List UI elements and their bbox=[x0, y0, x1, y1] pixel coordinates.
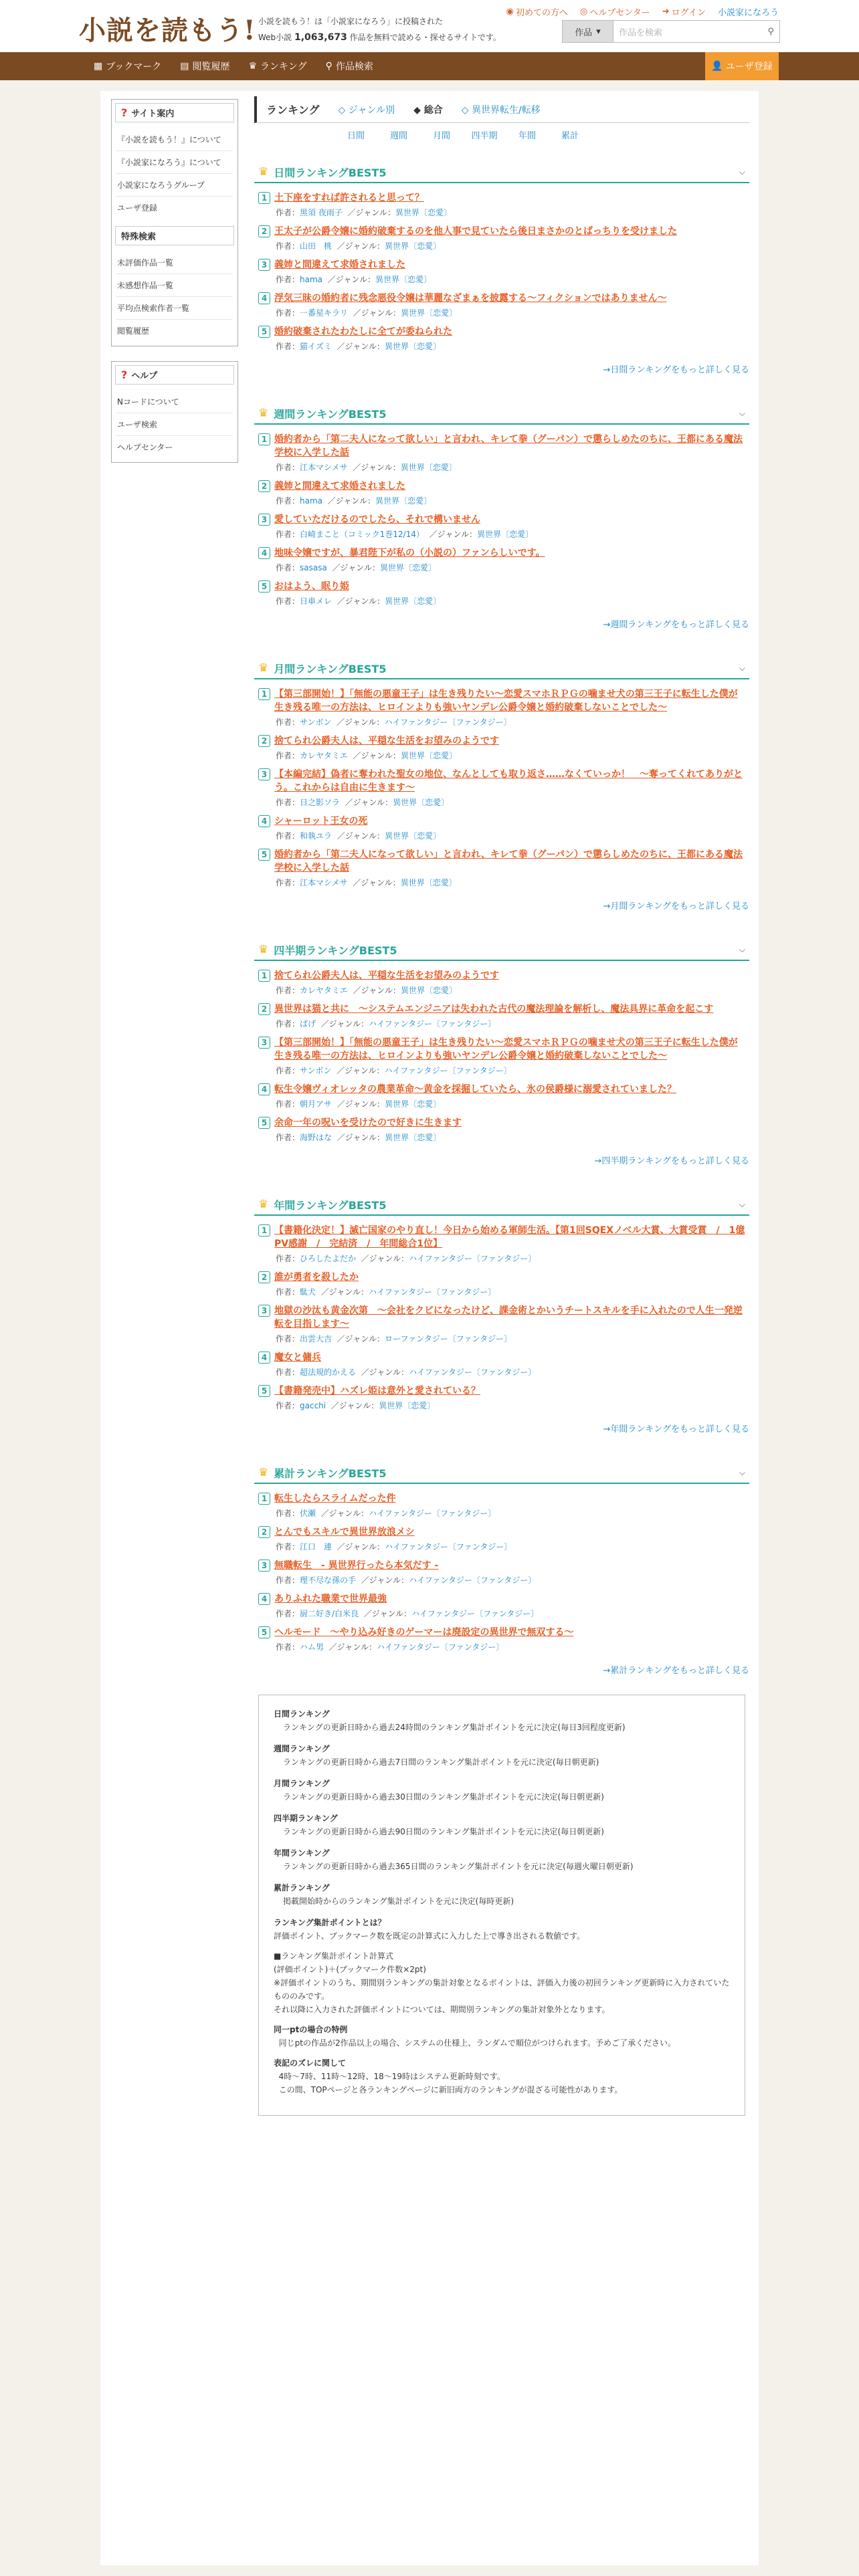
section-header[interactable] bbox=[254, 162, 749, 183]
sidebar-item-about-narou[interactable]: 『小説家になろう』について bbox=[117, 151, 232, 174]
novel-title-link[interactable]: 【本編完結】偽者に奪われた聖女の地位、なんとしても取り返さ……なくていっか！ 〜奪ってくれてありがとう。これからは自由に生きます〜 bbox=[274, 769, 743, 793]
period-tab-daily[interactable]: 日間 bbox=[347, 130, 365, 141]
ranking-notes: 日間ランキング ランキングの更新日時から過去24時間のランキング集計ポイントを元に決定(毎日3回程度更新) 週間ランキング ランキングの更新日時から過去7日間のランキング集計ポイントを元に決定(毎日朝更新) 月間ランキング ランキングの更新日時から過去30日間のランキング集計ポイントを元に決定(毎日朝更新) 四半期ランキング ランキングの更新日時から過去90日間のランキング集計ポイントを元に決定(毎日朝更新) 年間ランキング ランキングの更新日時から過去365日間のランキング集計ポイントを元に決定(毎週火曜日朝更新) 累計ランキング 掲載開始時からのランキング集計ポイントを元に決定(毎時更新) ランキング集計ポイントとは？ 評価ポイント、ブックマーク数を既定の計算式に入力した上で導き出される数値です。 ■ランキング集計ポイント計算式 (評価ポイント)＋(ブックマーク件数×2pt) ※評価ポイントのうち、期間別ランキングの集計対象となるポイントは、評価入力後の初回ランキング更新時に入力されていたもののみです。 それ以降に入力された評価ポイントについては、期間別ランキングの集計対象外となります。 同一ptの場合の特例 同じptの作品が2作品以上の場合、システムの仕様上、ランダムで順位がつけられます。予めご了承ください。 表記のズレに関して 4時〜7時、11時〜12時、18〜19時はシステム更新時刻です。 この間、TOPページと各ランキングページに新旧両方のランキングが混ざる可能性があります。 bbox=[258, 1695, 745, 2116]
rank-badge: 3 bbox=[258, 1037, 270, 1049]
genre-link[interactable]: 異世界〔恋愛〕 bbox=[385, 1133, 442, 1142]
genre-link[interactable]: ハイファンタジー〔ファンタジー〕 bbox=[369, 1019, 496, 1029]
author-link[interactable]: 江本マシメサ bbox=[300, 878, 348, 887]
novel-title-link[interactable]: 地獄の沙汰も黄金次第 〜会社をクビになったけど、課金術とかいうチートスキルを手に入れたので人生一発逆転を目指します〜 bbox=[274, 1305, 743, 1329]
author-link[interactable]: 黒須 夜雨子 bbox=[300, 208, 343, 217]
rank-badge: 5 bbox=[258, 1626, 270, 1638]
sidebar-item-no-review[interactable]: 未感想作品一覧 bbox=[117, 274, 232, 297]
ranking-item: 5 ヘルモード 〜やり込み好きのゲーマーは廃設定の異世界で無双する〜 作者：ハム男 ／ジャンル：ハイファンタジー〔ファンタジー〕 bbox=[258, 1626, 745, 1652]
search-category-select[interactable]: 作品 ▾ bbox=[562, 20, 613, 43]
rank-badge: 5 bbox=[258, 849, 270, 861]
genre-link[interactable]: ハイファンタジー〔ファンタジー〕 bbox=[409, 1576, 537, 1585]
sidebar-item-avg-score[interactable]: 平均点検索作者一覧 bbox=[117, 297, 232, 320]
author-link[interactable]: 超法規的かえる bbox=[300, 1368, 357, 1377]
genre-link[interactable]: ハイファンタジー〔ファンタジー〕 bbox=[411, 1609, 539, 1618]
login-icon: ➜ bbox=[662, 7, 670, 17]
novel-title-link[interactable]: 無職転生 - 異世界行ったら本気だす - bbox=[274, 1560, 439, 1571]
novel-title-link[interactable]: 地味令嬢ですが、暴君陛下が私の（小説の）ファンらしいです。 bbox=[274, 548, 545, 558]
novel-title-link[interactable]: 転生令嬢ヴィオレッタの農業革命〜黄金を採掘していたら、氷の侯爵様に溺愛されていました？ bbox=[274, 1084, 677, 1095]
author-link[interactable]: 出雲大吉 bbox=[300, 1334, 332, 1344]
rank-badge: 4 bbox=[258, 292, 270, 304]
rank-badge: 1 bbox=[258, 1493, 270, 1505]
sidebar-item-group[interactable]: 小説家になろうグループ bbox=[117, 174, 232, 197]
novel-title-link[interactable]: 余命一年の呪いを受けたので好きに生きます bbox=[274, 1117, 462, 1128]
ranking-main bbox=[254, 96, 749, 2116]
rank-badge: 4 bbox=[258, 1352, 270, 1364]
rank-badge: 1 bbox=[258, 433, 270, 445]
section-title: 週間ランキングBEST5 bbox=[274, 407, 387, 421]
ranking-item: 1 転生したらスライムだった件 作者：伏瀬 ／ジャンル：ハイファンタジー〔ファンタジー〕 bbox=[258, 1492, 745, 1519]
author-link[interactable]: サンボン bbox=[300, 1066, 332, 1075]
author-link[interactable]: カレヤタミエ bbox=[300, 751, 348, 760]
section-title: 月間ランキングBEST5 bbox=[274, 662, 387, 675]
genre-link[interactable]: ハイファンタジー〔ファンタジー〕 bbox=[384, 1066, 512, 1075]
section-header[interactable] bbox=[254, 658, 749, 679]
rank-badge: 2 bbox=[258, 1526, 270, 1538]
author-link[interactable]: 江口 連 bbox=[300, 1542, 332, 1551]
rank-badge: 2 bbox=[258, 1003, 270, 1015]
sidebar-item-register[interactable]: ユーザ登録 bbox=[117, 203, 158, 213]
chevron-down-icon[interactable]: ⌵ bbox=[739, 167, 745, 177]
nav-search[interactable]: ⚲ 作品検索 bbox=[325, 61, 373, 72]
novel-title-link[interactable]: 王太子が公爵令嬢に婚約破棄するのを他人事で見ていたら後日まさかのとばっちりを受けました bbox=[274, 226, 677, 237]
more-link[interactable]: →年間ランキングをもっと詳しく見る bbox=[603, 1424, 749, 1434]
rank-badge: 2 bbox=[258, 735, 270, 747]
info-icon: ◉ bbox=[506, 7, 514, 17]
section-title: 四半期ランキングBEST5 bbox=[274, 944, 397, 957]
sidebar-item-about-yomou[interactable]: 『小説を読もう！』について bbox=[117, 128, 232, 151]
genre-link[interactable]: 異世界〔恋愛〕 bbox=[385, 342, 442, 351]
rank-badge: 3 bbox=[258, 514, 270, 526]
sidebar-help: ? ヘルプ Nコードについて ユーザ検索 ヘルプセンター bbox=[111, 361, 238, 463]
genre-link[interactable]: 異世界〔恋愛〕 bbox=[401, 308, 458, 318]
genre-link[interactable]: ハイファンタジー〔ファンタジー〕 bbox=[409, 1368, 537, 1377]
rank-badge: 3 bbox=[258, 1560, 270, 1572]
novel-title-link[interactable]: ありふれた職業で世界最強 bbox=[274, 1594, 387, 1604]
ranking-item: 5 婚約破棄されたわたしに全てが委ねられた 作者：猫イズミ ／ジャンル：異世界〔恋愛〕 bbox=[258, 325, 745, 352]
genre-link[interactable]: 異世界〔恋愛〕 bbox=[385, 831, 442, 841]
ranking-item: 1 土下座をすれば許されると思って？ 作者：黒須 夜雨子 ／ジャンル：異世界〔恋愛〕 bbox=[258, 191, 745, 218]
user-icon: 👤 bbox=[711, 61, 723, 72]
tab-isekai[interactable]: ◇ 異世界転生/転移 bbox=[461, 104, 541, 116]
author-link[interactable]: 駄犬 bbox=[300, 1287, 316, 1297]
novel-title-link[interactable]: とんでもスキルで異世界放浪メシ bbox=[274, 1527, 415, 1537]
crown-icon: ♛ bbox=[258, 1198, 269, 1211]
ranking-item: 2 義姉と間違えて求婚されました 作者：hama ／ジャンル：異世界〔恋愛〕 bbox=[258, 479, 745, 506]
genre-link[interactable]: ハイファンタジー〔ファンタジー〕 bbox=[377, 1642, 504, 1652]
sidebar-guide: ? サイト案内 『小説を読もう！』について 『小説家になろう』について 小説家になろうグループ ユーザ登録 特殊検索 未評価作品一覧 未感想作品一覧 平均点検索作者一覧 閲覧履歴 bbox=[111, 99, 238, 346]
genre-link[interactable]: 異世界〔恋愛〕 bbox=[400, 878, 457, 887]
novel-title-link[interactable]: 婚約者から「第二夫人になって欲しい」と言われ、キレて拳（グーパン）で懲らしめたのちに、王都にある魔法学校に入学した話 bbox=[274, 849, 743, 873]
genre-link[interactable]: 異世界〔恋愛〕 bbox=[379, 563, 436, 572]
period-tab-monthly[interactable]: 月間 bbox=[432, 130, 450, 141]
ranking-item: 3 愛していただけるのでしたら、それで構いません 作者：白崎まこと（コミック1巻12/14） ／ジャンル：異世界〔恋愛〕 bbox=[258, 513, 745, 540]
ranking-section bbox=[254, 1463, 749, 1688]
genre-link[interactable]: 異世界〔恋愛〕 bbox=[401, 986, 458, 995]
author-link[interactable]: gacchi bbox=[300, 1401, 326, 1410]
novel-title-link[interactable]: 転生したらスライムだった件 bbox=[274, 1493, 396, 1504]
genre-link[interactable]: ハイファンタジー〔ファンタジー〕 bbox=[369, 1287, 496, 1297]
author-link[interactable]: hama bbox=[300, 496, 323, 506]
ranking-item: 4 浮気三昧の婚約者に残念悪役令嬢は華麗なざまぁを披露する〜フィクションではありません〜 作者：一番星キラリ ／ジャンル：異世界〔恋愛〕 bbox=[258, 292, 745, 318]
genre-link[interactable]: 異世界〔恋愛〕 bbox=[401, 751, 458, 760]
ranking-item: 3 義姉と間違えて求婚されました 作者：hama ／ジャンル：異世界〔恋愛〕 bbox=[258, 258, 745, 285]
genre-link[interactable]: 異世界〔恋愛〕 bbox=[379, 1401, 436, 1410]
more-link[interactable]: →月間ランキングをもっと詳しく見る bbox=[603, 901, 749, 911]
author-link[interactable]: 海野はな bbox=[300, 1133, 332, 1142]
ranking-item: 3 地獄の沙汰も黄金次第 〜会社をクビになったけど、課金術とかいうチートスキルを手に入れたので人生一発逆転を目指します〜 作者：出雲大吉 ／ジャンル：ローファンタジー〔ファンタジー〕 bbox=[258, 1304, 745, 1344]
author-link[interactable]: 一番星キラリ bbox=[300, 308, 349, 318]
crown-icon: ♛ bbox=[258, 407, 269, 420]
ranking-section bbox=[254, 162, 749, 387]
ranking-item: 2 王太子が公爵令嬢に婚約破棄するのを他人事で見ていたら後日まさかのとばっちりを受けました 作者：山田 桃 ／ジャンル：異世界〔恋愛〕 bbox=[258, 225, 745, 251]
genre-link[interactable]: 異世界〔恋愛〕 bbox=[375, 496, 432, 506]
rank-badge: 2 bbox=[258, 1271, 270, 1283]
novel-title-link[interactable]: 異世界は猫と共に 〜システムエンジニアは失われた古代の魔法理論を解析し、魔法具界に革命を起こす bbox=[274, 1004, 714, 1014]
genre-link[interactable]: 異世界〔恋愛〕 bbox=[400, 463, 457, 472]
site-header bbox=[0, 0, 859, 52]
chevron-down-icon[interactable]: ⌵ bbox=[739, 1467, 745, 1477]
novel-title-link[interactable]: 土下座をすれば許されると思って？ bbox=[274, 193, 424, 203]
novel-title-link[interactable]: 義姉と間違えて求婚されました bbox=[274, 259, 405, 270]
help-center-link[interactable]: ◎ ヘルプセンター bbox=[580, 7, 650, 18]
genre-link[interactable]: 異世界〔恋愛〕 bbox=[385, 1099, 442, 1109]
author-link[interactable]: 伏瀬 bbox=[300, 1509, 316, 1518]
rank-badge: 1 bbox=[258, 970, 270, 982]
login-link[interactable]: ➜ ログイン bbox=[662, 7, 706, 18]
ranking-item: 4 魔女と傭兵 作者：超法規的かえる ／ジャンル：ハイファンタジー〔ファンタジー〕 bbox=[258, 1351, 745, 1378]
beginner-link[interactable]: ◉ 初めての方へ bbox=[506, 7, 569, 18]
genre-link[interactable]: ローファンタジー〔ファンタジー〕 bbox=[385, 1334, 512, 1344]
section-title: 年間ランキングBEST5 bbox=[274, 1198, 387, 1212]
period-tab-total[interactable]: 累計 bbox=[561, 130, 579, 141]
novel-count: 1,063,673 bbox=[294, 32, 347, 43]
ranking-item: 5 【書籍発売中】ハズレ姫は意外と愛されている？ 作者：gacchi ／ジャンル：異世界〔恋愛〕 bbox=[258, 1384, 745, 1411]
author-link[interactable]: 日之影ソラ bbox=[300, 798, 341, 807]
rank-badge: 5 bbox=[258, 1385, 270, 1397]
genre-link[interactable]: ハイファンタジー〔ファンタジー〕 bbox=[384, 718, 512, 727]
sidebar-item-user-search[interactable]: ユーザ検索 bbox=[117, 413, 232, 436]
chevron-down-icon[interactable]: ⌵ bbox=[739, 944, 745, 954]
nav-ranking[interactable]: ♛ ランキング bbox=[248, 61, 307, 72]
genre-link[interactable]: 異世界〔恋愛〕 bbox=[385, 241, 442, 251]
rank-badge: 5 bbox=[258, 326, 270, 338]
search-input[interactable]: 作品を検索 ⚲ bbox=[613, 20, 780, 43]
novel-title-link[interactable]: ヘルモード 〜やり込み好きのゲーマーは廃設定の異世界で無双する〜 bbox=[274, 1627, 574, 1638]
sidebar-item-history[interactable]: 閲覧履歴 bbox=[117, 326, 150, 336]
author-link[interactable]: 江本マシメサ bbox=[300, 463, 348, 472]
rank-badge: 5 bbox=[258, 1117, 270, 1129]
sidebar bbox=[111, 99, 238, 477]
rank-badge: 5 bbox=[258, 580, 270, 593]
novel-title-link[interactable]: おはよう、眠り姫 bbox=[274, 581, 349, 592]
rank-badge: 3 bbox=[258, 259, 270, 271]
ranking-item: 4 地味令嬢ですが、暴君陛下が私の（小説の）ファンらしいです。 作者：sasasa ／ジャンル：異世界〔恋愛〕 bbox=[258, 546, 745, 573]
rank-badge: 4 bbox=[258, 815, 270, 827]
bookmark-icon: ▦ bbox=[94, 61, 103, 72]
novel-title-link[interactable]: 魔女と傭兵 bbox=[274, 1352, 321, 1363]
novel-title-link[interactable]: 捨てられ公爵夫人は、平穏な生活をお望みのようです bbox=[274, 736, 499, 746]
rank-badge: 1 bbox=[258, 1224, 270, 1237]
author-link[interactable]: ぱげ bbox=[300, 1019, 316, 1029]
author-link[interactable]: サンボン bbox=[300, 718, 332, 727]
register-button[interactable]: 👤 ユーザ登録 bbox=[705, 52, 779, 80]
ranking-section bbox=[254, 940, 749, 1178]
crown-icon: ♛ bbox=[258, 661, 269, 675]
crown-icon: ♛ bbox=[258, 943, 269, 956]
question-icon: ? bbox=[121, 368, 128, 381]
ranking-item: 1 【第三部開始！】「無能の悪童王子」は生き残りたい〜恋愛スマホＲＰＧの噛ませ犬の第三王子に転生した僕が生き残る唯一の方法は、ヒロインよりも強いヤンデレ公爵令嬢と婚約破棄しないことでした〜 作者：サンボン ／ジャンル：ハイファンタジー〔ファンタジー〕 bbox=[258, 687, 745, 728]
ranking-tabs bbox=[254, 96, 749, 123]
ranking-sections bbox=[254, 162, 749, 1688]
crown-icon: ♛ bbox=[258, 165, 269, 179]
genre-link[interactable]: ハイファンタジー〔ファンタジー〕 bbox=[409, 1254, 537, 1263]
ranking-item: 2 異世界は猫と共に 〜システムエンジニアは失われた古代の魔法理論を解析し、魔法具界に革命を起こす 作者：ぱげ ／ジャンル：ハイファンタジー〔ファンタジー〕 bbox=[258, 1002, 745, 1029]
page-title: ランキング bbox=[266, 104, 320, 116]
author-link[interactable]: ひろしたよだか bbox=[300, 1254, 357, 1263]
more-link[interactable]: →四半期ランキングをもっと詳しく見る bbox=[594, 1156, 749, 1166]
ranking-item: 4 シャーロット王女の死 作者：和執ユラ ／ジャンル：異世界〔恋愛〕 bbox=[258, 815, 745, 841]
author-link[interactable]: 厨二好き/白米良 bbox=[300, 1609, 359, 1618]
rank-badge: 4 bbox=[258, 547, 270, 559]
author-link[interactable]: 猫イズミ bbox=[300, 342, 332, 351]
rank-badge: 1 bbox=[258, 192, 270, 204]
novel-title-link[interactable]: 【書籍化決定！】滅亡国家のやり直し！今日から始める軍師生活。【第1回SQEXノベル大賞、大賞受賞 / 1億PV感謝 / 完結済 / 年間総合1位】 bbox=[274, 1225, 745, 1249]
novel-title-link[interactable]: 義姉と間違えて求婚されました bbox=[274, 481, 405, 492]
period-tab-yearly[interactable]: 年間 bbox=[518, 130, 536, 141]
tab-genre[interactable]: ◇ ジャンル別 bbox=[338, 104, 395, 116]
period-tab-weekly[interactable]: 週間 bbox=[389, 130, 407, 141]
chevron-down-icon[interactable]: ⌵ bbox=[739, 408, 745, 418]
author-link[interactable]: 山田 桃 bbox=[300, 241, 332, 251]
ranking-item: 4 転生令嬢ヴィオレッタの農業革命〜黄金を採掘していたら、氷の侯爵様に溺愛されていました？ 作者：朝月アサ ／ジャンル：異世界〔恋愛〕 bbox=[258, 1083, 745, 1109]
novel-title-link[interactable]: 【第三部開始！】「無能の悪童王子」は生き残りたい〜恋愛スマホＲＰＧの噛ませ犬の第三王子に転生した僕が生き残る唯一の方法は、ヒロインよりも強いヤンデレ公爵令嬢と婚約破棄しないことでした〜 bbox=[274, 689, 738, 713]
site-logo[interactable]: 小説を読もう! bbox=[79, 15, 256, 46]
sidebar-item-help-center[interactable]: ヘルプセンター bbox=[117, 443, 173, 452]
search-bar bbox=[562, 20, 780, 43]
rank-badge: 3 bbox=[258, 768, 270, 780]
question-icon: ? bbox=[121, 106, 128, 119]
sidebar-item-ncode[interactable]: Nコードについて bbox=[117, 391, 232, 413]
period-tabs bbox=[254, 123, 749, 146]
ranking-item: 5 婚約者から「第二夫人になって欲しい」と言われ、キレて拳（グーパン）で懲らしめたのちに、王都にある魔法学校に入学した話 作者：江本マシメサ ／ジャンル：異世界〔恋愛〕 bbox=[258, 848, 745, 888]
novel-title-link[interactable]: 婚約破棄されたわたしに全てが委ねられた bbox=[274, 326, 452, 337]
ranking-item: 5 余命一年の呪いを受けたので好きに生きます 作者：海野はな ／ジャンル：異世界〔恋愛〕 bbox=[258, 1116, 745, 1143]
section-header[interactable] bbox=[254, 1194, 749, 1216]
author-link[interactable]: 和執ユラ bbox=[300, 831, 332, 841]
chevron-down-icon[interactable]: ⌵ bbox=[739, 663, 745, 673]
novel-title-link[interactable]: 婚約者から「第二夫人になって欲しい」と言われ、キレて拳（グーパン）で懲らしめたのちに、王都にある魔法学校に入学した話 bbox=[274, 434, 743, 458]
ranking-item: 2 誰が勇者を殺したか 作者：駄犬 ／ジャンル：ハイファンタジー〔ファンタジー〕 bbox=[258, 1271, 745, 1297]
novel-title-link[interactable]: シャーロット王女の死 bbox=[274, 816, 368, 827]
main-nav bbox=[0, 52, 859, 80]
nav-bookmark[interactable]: ▦ ブックマーク bbox=[94, 61, 162, 72]
ranking-item: 3 【本編完結】偽者に奪われた聖女の地位、なんとしても取り返さ……なくていっか！ 〜奪ってくれてありがとう。これからは自由に生きます〜 作者：日之影ソラ ／ジャンル：異世界〔恋愛〕 bbox=[258, 768, 745, 808]
history-icon: ▤ bbox=[180, 61, 189, 72]
search-icon[interactable]: ⚲ bbox=[767, 26, 774, 37]
author-link[interactable]: ハム男 bbox=[300, 1642, 324, 1652]
rank-badge: 4 bbox=[258, 1083, 270, 1095]
chevron-down-icon[interactable]: ⌵ bbox=[739, 1199, 745, 1209]
ranking-section bbox=[254, 403, 749, 642]
novel-title-link[interactable]: 浮気三昧の婚約者に残念悪役令嬢は華麗なざまぁを披露する〜フィクションではありません〜 bbox=[274, 293, 667, 304]
genre-link[interactable]: 異世界〔恋愛〕 bbox=[375, 275, 432, 284]
novel-title-link[interactable]: 【書籍発売中】ハズレ姫は意外と愛されている？ bbox=[274, 1386, 480, 1396]
rank-badge: 3 bbox=[258, 1305, 270, 1317]
more-link[interactable]: →週間ランキングをもっと詳しく見る bbox=[603, 620, 749, 630]
period-tab-quarter[interactable]: 四半期 bbox=[471, 130, 498, 141]
ranking-item: 5 おはよう、眠り姫 作者：日車メレ ／ジャンル：異世界〔恋愛〕 bbox=[258, 580, 745, 607]
author-link[interactable]: hama bbox=[300, 275, 323, 284]
genre-link[interactable]: 異世界〔恋愛〕 bbox=[385, 597, 442, 606]
ranking-item: 2 捨てられ公爵夫人は、平穏な生活をお望みのようです 作者：カレヤタミエ ／ジャンル：異世界〔恋愛〕 bbox=[258, 734, 745, 761]
site-tagline: 小説を読もう！は「小説家になろう」に投稿された Web小説 1,063,673 作品を無料で読める・探せるサイトです。 bbox=[258, 17, 501, 43]
section-title: 日間ランキングBEST5 bbox=[274, 166, 387, 179]
author-link[interactable]: sasasa bbox=[300, 563, 327, 572]
ranking-item: 1 捨てられ公爵夫人は、平穏な生活をお望みのようです 作者：カレヤタミエ ／ジャンル：異世界〔恋愛〕 bbox=[258, 969, 745, 996]
sidebar-item-unrated[interactable]: 未評価作品一覧 bbox=[117, 251, 232, 274]
chevron-down-icon: ▾ bbox=[596, 26, 601, 37]
ranking-item: 3 無職転生 - 異世界行ったら本気だす - 作者：理不尽な孫の手 ／ジャンル：ハイファンタジー〔ファンタジー〕 bbox=[258, 1559, 745, 1586]
top-links bbox=[506, 5, 779, 18]
more-link[interactable]: →累計ランキングをもっと詳しく見る bbox=[603, 1666, 749, 1676]
author-link[interactable]: 朝月アサ bbox=[300, 1099, 332, 1109]
genre-link[interactable]: 異世界〔恋愛〕 bbox=[477, 530, 534, 539]
crown-icon: ♛ bbox=[258, 1466, 269, 1479]
genre-link[interactable]: 異世界〔恋愛〕 bbox=[395, 208, 452, 217]
partner-logo-link[interactable]: 小説家になろう bbox=[717, 8, 779, 18]
author-link[interactable]: 白崎まこと（コミック1巻12/14） bbox=[300, 530, 424, 539]
ranking-item: 3 【第三部開始！】「無能の悪童王子」は生き残りたい〜恋愛スマホＲＰＧの噛ませ犬の第三王子に転生した僕が生き残る唯一の方法は、ヒロインよりも強いヤンデレ公爵令嬢と婚約破棄しないことでした〜 作者：サンボン ／ジャンル：ハイファンタジー〔ファンタジー〕 bbox=[258, 1036, 745, 1076]
more-link[interactable]: →日間ランキングをもっと詳しく見る bbox=[603, 365, 749, 375]
author-link[interactable]: 日車メレ bbox=[300, 597, 332, 606]
genre-link[interactable]: ハイファンタジー〔ファンタジー〕 bbox=[369, 1509, 496, 1518]
crown-icon: ♛ bbox=[248, 61, 258, 72]
help-icon: ◎ bbox=[580, 7, 588, 17]
genre-link[interactable]: 異世界〔恋愛〕 bbox=[393, 798, 450, 807]
section-header[interactable] bbox=[254, 940, 749, 961]
ranking-item: 2 とんでもスキルで異世界放浪メシ 作者：江口 連 ／ジャンル：ハイファンタジー〔ファンタジー〕 bbox=[258, 1525, 745, 1552]
section-header[interactable] bbox=[254, 1463, 749, 1484]
ranking-section bbox=[254, 1194, 749, 1446]
rank-badge: 2 bbox=[258, 225, 270, 237]
section-title: 累計ランキングBEST5 bbox=[274, 1467, 387, 1480]
ranking-section bbox=[254, 658, 749, 924]
section-header[interactable] bbox=[254, 403, 749, 425]
genre-link[interactable]: ハイファンタジー〔ファンタジー〕 bbox=[385, 1542, 512, 1551]
tab-overall[interactable]: ◆ 総合 bbox=[413, 104, 443, 116]
rank-badge: 1 bbox=[258, 688, 270, 700]
nav-history[interactable]: ▤ 閲覧履歴 bbox=[180, 61, 230, 72]
rank-badge: 4 bbox=[258, 1593, 270, 1605]
novel-title-link[interactable]: 捨てられ公爵夫人は、平穏な生活をお望みのようです bbox=[274, 970, 499, 981]
search-icon: ⚲ bbox=[325, 61, 332, 72]
page-body bbox=[100, 91, 759, 2565]
rank-badge: 2 bbox=[258, 480, 270, 492]
ranking-item: 4 ありふれた職業で世界最強 作者：厨二好き/白米良 ／ジャンル：ハイファンタジー〔ファンタジー〕 bbox=[258, 1592, 745, 1619]
novel-title-link[interactable]: 愛していただけるのでしたら、それで構いません bbox=[274, 514, 480, 525]
author-link[interactable]: 理不尽な孫の手 bbox=[300, 1576, 357, 1585]
ranking-item: 1 【書籍化決定！】滅亡国家のやり直し！今日から始める軍師生活。【第1回SQEXノベル大賞、大賞受賞 / 1億PV感謝 / 完結済 / 年間総合1位】 作者：ひろしたよだか ／ジャンル：ハイファンタジー〔ファンタジー〕 bbox=[258, 1224, 745, 1264]
novel-title-link[interactable]: 【第三部開始！】「無能の悪童王子」は生き残りたい〜恋愛スマホＲＰＧの噛ませ犬の第三王子に転生した僕が生き残る唯一の方法は、ヒロインよりも強いヤンデレ公爵令嬢と婚約破棄しないことでした〜 bbox=[274, 1037, 738, 1061]
author-link[interactable]: カレヤタミエ bbox=[300, 986, 348, 995]
novel-title-link[interactable]: 誰が勇者を殺したか bbox=[274, 1272, 359, 1283]
ranking-item: 1 婚約者から「第二夫人になって欲しい」と言われ、キレて拳（グーパン）で懲らしめたのちに、王都にある魔法学校に入学した話 作者：江本マシメサ ／ジャンル：異世界〔恋愛〕 bbox=[258, 433, 745, 473]
